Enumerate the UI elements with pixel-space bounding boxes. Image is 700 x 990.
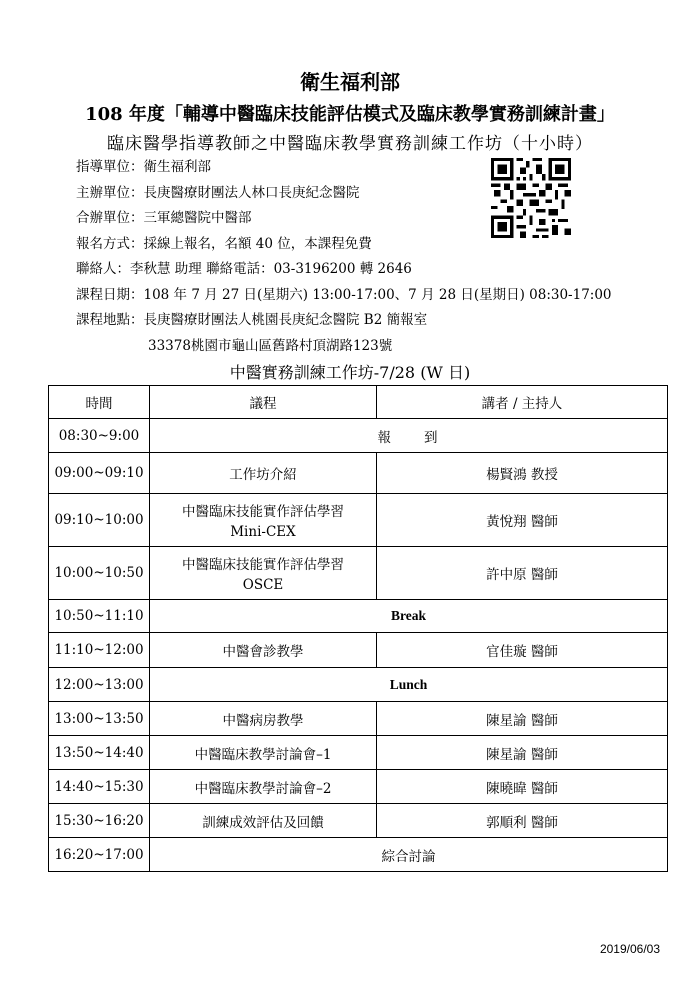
schedule-title: 中醫實務訓練工作坊-7/28 (W 日) bbox=[229, 363, 471, 382]
qr-code-icon[interactable] bbox=[491, 158, 571, 238]
table-row bbox=[49, 633, 668, 668]
row-time: 16:20~17:00 bbox=[49, 838, 150, 872]
row-topic-line2: Mini-CEX bbox=[230, 524, 296, 540]
table-row bbox=[49, 600, 668, 633]
program-title: 108 年度「輔導中醫臨床技能評估模式及臨床教學實務訓練計畫」 bbox=[85, 104, 615, 125]
registration-line: 報名方式：採線上報名，名額 40 位，本課程免費 bbox=[76, 235, 372, 252]
row-topic bbox=[150, 494, 377, 547]
header-time: 時間 bbox=[49, 386, 150, 419]
header-speaker: 講者 / 主持人 bbox=[377, 386, 668, 419]
row-speaker: 陳星諭 醫師 bbox=[377, 702, 668, 736]
row-speaker: 陳曉暐 醫師 bbox=[377, 770, 668, 804]
row-time: 14:40~15:30 bbox=[49, 770, 150, 804]
row-time: 09:10~10:00 bbox=[49, 494, 150, 547]
row-time: 10:00~10:50 bbox=[49, 547, 150, 600]
row-topic-line1: 中醫臨床技能實作評估學習 bbox=[182, 504, 344, 520]
row-topic-line1: 中醫臨床技能實作評估學習 bbox=[182, 557, 344, 573]
row-topic: 訓練成效評估及回饋 bbox=[150, 804, 377, 838]
row-speaker: 許中原 醫師 bbox=[377, 547, 668, 600]
row-span-text: 綜合討論 bbox=[150, 838, 668, 872]
schedule-table bbox=[48, 385, 668, 872]
row-time: 15:30~16:20 bbox=[49, 804, 150, 838]
row-time: 13:50~14:40 bbox=[49, 736, 150, 770]
row-topic: 中醫臨床教學討論會–1 bbox=[150, 736, 377, 770]
row-span-text: Lunch bbox=[150, 668, 668, 702]
location-line: 課程地點：長庚醫療財團法人桃園長庚紀念醫院 B2 簡報室 bbox=[76, 312, 428, 328]
table-header-row bbox=[49, 386, 668, 419]
row-speaker: 郭順利 醫師 bbox=[377, 804, 668, 838]
organization-title: 衛生福利部 bbox=[300, 70, 400, 94]
row-topic: 中醫病房教學 bbox=[150, 702, 377, 736]
supervisor-line: 指導單位：衛生福利部 bbox=[76, 159, 211, 175]
row-span-text: 報 到 bbox=[150, 419, 668, 453]
workshop-title: 臨床醫學指導教師之中醫臨床教學實務訓練工作坊（十小時） bbox=[107, 134, 593, 154]
row-topic: 工作坊介紹 bbox=[150, 453, 377, 494]
table-row bbox=[49, 770, 668, 804]
row-topic: 中醫臨床教學討論會–2 bbox=[150, 770, 377, 804]
row-topic-line2: OSCE bbox=[242, 577, 284, 593]
row-speaker: 黃悅翔 醫師 bbox=[377, 494, 668, 547]
row-speaker: 楊賢鴻 教授 bbox=[377, 453, 668, 494]
table-row bbox=[49, 419, 668, 453]
header-topic: 議程 bbox=[150, 386, 377, 419]
row-time: 10:50~11:10 bbox=[49, 600, 150, 633]
contact-line: 聯絡人：李秋慧 助理 聯絡電話：03-3196200 轉 2646 bbox=[76, 261, 412, 277]
table-row bbox=[49, 547, 668, 600]
table-row bbox=[49, 494, 668, 547]
table-row bbox=[49, 736, 668, 770]
row-time: 11:10~12:00 bbox=[49, 633, 150, 668]
table-row bbox=[49, 668, 668, 702]
row-span-text: Break bbox=[150, 600, 668, 633]
row-time: 12:00~13:00 bbox=[49, 668, 150, 702]
table-row bbox=[49, 453, 668, 494]
table-row bbox=[49, 838, 668, 872]
organizer-line: 主辦單位：長庚醫療財團法人林口長庚紀念醫院 bbox=[76, 184, 360, 201]
row-speaker: 陳星諭 醫師 bbox=[377, 736, 668, 770]
document-date: 2019/06/03 bbox=[599, 942, 660, 956]
table-row bbox=[49, 804, 668, 838]
row-topic bbox=[150, 547, 377, 600]
co-organizer-line: 合辦單位：三軍總醫院中醫部 bbox=[76, 210, 252, 226]
address-line: 33378桃園市龜山區舊路村頂湖路123號 bbox=[148, 337, 393, 354]
table-row bbox=[49, 702, 668, 736]
dates-line: 課程日期：108 年 7 月 27 日(星期六) 13:00-17:00、7 月 28 日(星期日) 08:30-17:00 bbox=[76, 286, 612, 303]
row-time: 13:00~13:50 bbox=[49, 702, 150, 736]
row-time: 08:30~9:00 bbox=[49, 419, 150, 453]
row-time: 09:00~09:10 bbox=[49, 453, 150, 494]
row-topic: 中醫會診教學 bbox=[150, 633, 377, 668]
row-speaker: 官佳璇 醫師 bbox=[377, 633, 668, 668]
